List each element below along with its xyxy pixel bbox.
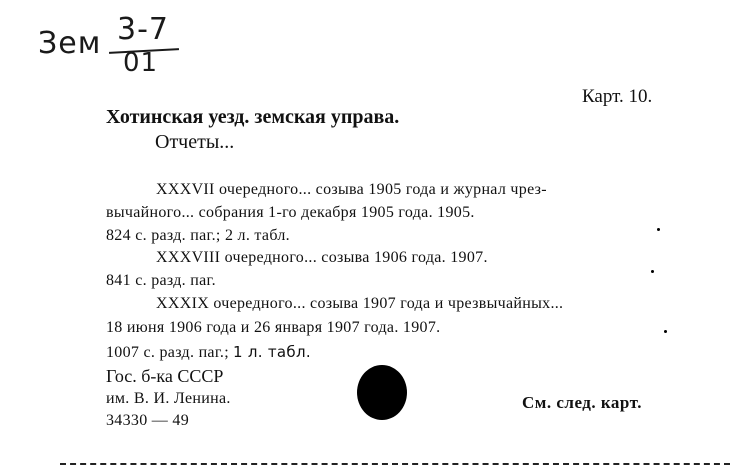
entry-3-pagination: 1007 с. разд. паг.; <box>106 344 229 361</box>
library-line-1: Гос. б-ка СССР <box>106 366 224 386</box>
card-bottom-edge <box>60 463 730 465</box>
speck <box>657 228 660 231</box>
entry-3-handwritten-note: 1 л. табл. <box>232 343 311 361</box>
handwritten-numerator: 3-7 <box>117 12 169 47</box>
entry-3-line-3 <box>106 343 311 362</box>
handwritten-prefix: Зем <box>38 26 102 61</box>
speck <box>664 330 667 333</box>
entry-1-line-1: XXXVII очередного... созыва 1905 года и журнал чрез- <box>156 181 547 198</box>
library-line-3: 34330 — 49 <box>106 412 189 429</box>
entry-1-line-2: вычайного... собрания 1-го декабря 1905 года. 1905. <box>106 204 475 221</box>
see-next-card: См. след. карт. <box>522 393 642 412</box>
card-number: Карт. 10. <box>582 86 653 107</box>
entry-3-line-1: XXXIX очередного... созыва 1907 года и чрезвычайных... <box>156 295 564 312</box>
entry-3-line-2: 18 июня 1906 года и 26 января 1907 года. 1907. <box>106 319 441 336</box>
entry-2-line-2: 841 с. разд. паг. <box>106 272 216 289</box>
handwritten-denominator: 01 <box>123 48 159 78</box>
catalog-subheading: Отчеты... <box>155 131 235 153</box>
catalog-heading: Хотинская уезд. земская управа. <box>106 106 400 128</box>
handwritten-fraction <box>105 12 195 78</box>
library-line-2: им. В. И. Ленина. <box>106 390 231 407</box>
speck <box>651 270 654 273</box>
entry-2-line-1: XXXVIII очередного... созыва 1906 года. 1907. <box>156 249 488 266</box>
entry-1-line-3: 824 с. разд. паг.; 2 л. табл. <box>106 227 290 244</box>
punch-hole <box>357 365 407 420</box>
